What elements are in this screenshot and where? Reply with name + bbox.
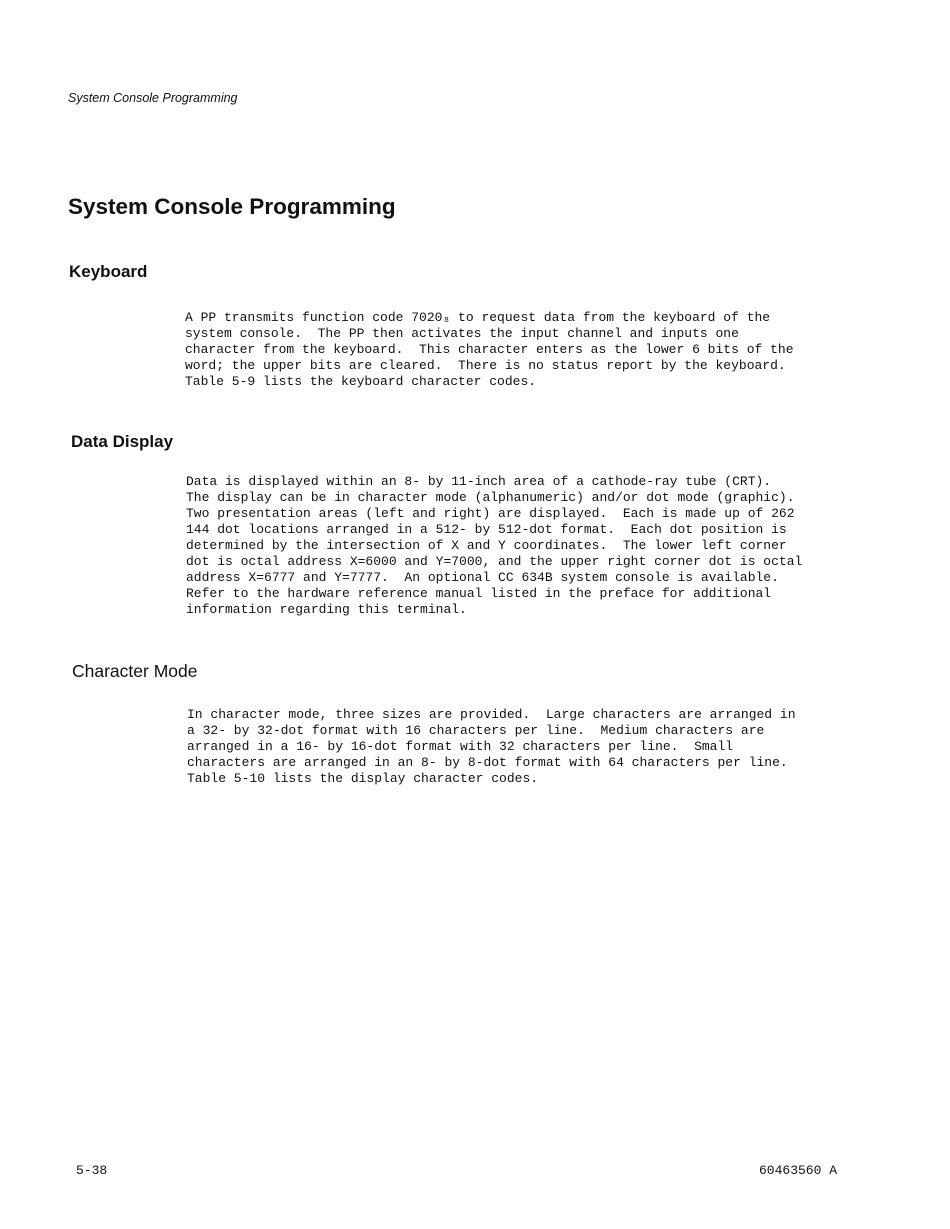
- paragraph-line: Table 5-9 lists the keyboard character codes.: [185, 374, 537, 389]
- paragraph-line: arranged in a 16- by 16-dot format with 32 characters per line. Small: [187, 739, 734, 754]
- paragraph-line: In character mode, three sizes are provided. Large characters are arranged in: [187, 707, 796, 722]
- page-number: 5-38: [76, 1163, 108, 1178]
- paragraph-line: characters are arranged in an 8- by 8-dot format with 64 characters per line.: [187, 755, 788, 770]
- paragraph-line: Data is displayed within an 8- by 11-inch area of a cathode-ray tube (CRT).: [186, 474, 772, 489]
- section-heading-keyboard: Keyboard: [69, 262, 148, 281]
- paragraph-line: Refer to the hardware reference manual listed in the preface for additional: [186, 586, 772, 601]
- paragraph-line: dot is octal address X=6000 and Y=7000, and the upper right corner dot is octal: [186, 554, 803, 569]
- chapter-title: System Console Programming: [68, 194, 396, 219]
- paragraph-line: A PP transmits function code 7020₈ to request data from the keyboard of the: [185, 310, 771, 325]
- running-header: System Console Programming: [68, 91, 238, 105]
- paragraph-line: a 32- by 32-dot format with 16 characters per line. Medium characters are: [187, 723, 765, 738]
- paragraph-line: system console. The PP then activates the input channel and inputs one: [185, 326, 739, 341]
- paragraph-line: character from the keyboard. This character enters as the lower 6 bits of the: [185, 342, 794, 357]
- paragraph-line: information regarding this terminal.: [186, 602, 467, 617]
- keyboard-paragraph: [185, 310, 794, 390]
- paragraph-line: The display can be in character mode (alphanumeric) and/or dot mode (graphic).: [186, 490, 795, 505]
- section-heading-data-display: Data Display: [71, 432, 174, 451]
- character-mode-paragraph: [187, 707, 796, 787]
- paragraph-line: Two presentation areas (left and right) are displayed. Each is made up of 262: [186, 506, 795, 521]
- paragraph-line: 144 dot locations arranged in a 512- by 512-dot format. Each dot position is: [186, 522, 787, 537]
- document-number: 60463560 A: [759, 1163, 838, 1178]
- paragraph-line: Table 5-10 lists the display character codes.: [187, 771, 539, 786]
- paragraph-line: address X=6777 and Y=7777. An optional CC 634B system console is available.: [186, 570, 779, 585]
- paragraph-line: determined by the intersection of X and Y coordinates. The lower left corner: [186, 538, 787, 553]
- data-display-paragraph: [186, 474, 802, 618]
- subsection-heading-character-mode: Character Mode: [72, 661, 198, 681]
- paragraph-line: word; the upper bits are cleared. There is no status report by the keyboard.: [185, 358, 786, 373]
